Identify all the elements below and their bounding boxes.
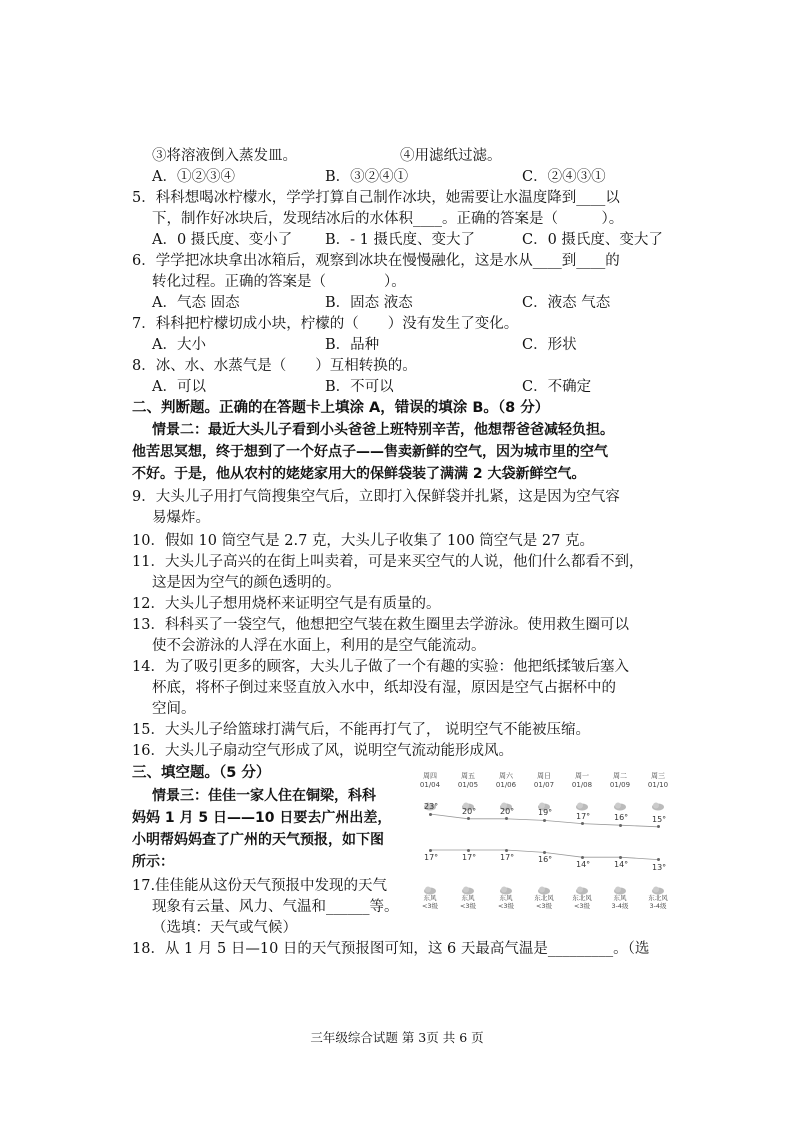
q8-option-a: A．可以 (152, 379, 206, 395)
cloud-icon (651, 796, 665, 806)
scenario-3-line3: 小明帮妈妈查了广州的天气预报，如下图 (132, 832, 384, 848)
scenario-2-line2: 他苦思冥想，终于想到了一个好点子——售卖新鲜的空气，因为城市里的空气 (132, 444, 608, 460)
q7-option-b: B．品种 (325, 337, 380, 353)
q7-option-c: C．形状 (522, 337, 577, 353)
weather-wind-direction: 东北风 (572, 894, 592, 902)
q16-line: 16．大头儿子扇动空气形成了风，说明空气流动能形成风。 (132, 743, 513, 759)
weather-wind-level: <3级 (535, 902, 553, 910)
weather-high-temp: 23° (424, 802, 439, 811)
weather-high-temp: 17° (576, 811, 591, 821)
low-temp-point (657, 858, 660, 861)
weather-wind-level: 3-4级 (649, 902, 667, 910)
q17-line1: 17.佳佳能从这份天气预报中发现的天气 (132, 878, 388, 894)
high-temp-point (657, 825, 660, 828)
q4-step3: ③将溶液倒入蒸发皿。 (152, 148, 297, 164)
weather-wind-direction: 东风 (499, 894, 513, 902)
weather-high-temp: 15° (652, 814, 667, 824)
weather-day-date: 01/06 (495, 781, 517, 789)
weather-day-date: 01/07 (533, 781, 555, 789)
low-temp-point (543, 851, 546, 854)
weather-day-name: 周日 (537, 772, 551, 780)
weather-high-temp: 19° (538, 808, 553, 818)
weather-wind-level: <3级 (459, 902, 477, 910)
scenario-2-line3: 不好。于是，他从农村的姥姥家用大的保鲜袋装了满满 2 大袋新鲜空气。 (132, 466, 586, 482)
weather-low-temp: 16° (538, 855, 553, 865)
weather-wind-level: 3-4级 (611, 902, 629, 910)
q6-option-a: A．气态 固态 (152, 295, 240, 311)
q14-line3: 空间。 (152, 701, 196, 717)
weather-wind-level: <3级 (497, 902, 515, 910)
q5-option-b: B．- 1 摄氏度、变大了 (325, 232, 475, 248)
q13-line2: 使不会游泳的人浮在水面上，利用的是空气能流动。 (152, 638, 486, 654)
weather-day-date: 01/04 (419, 781, 441, 789)
q6-option-c: C．液态 气态 (522, 295, 611, 311)
weather-forecast-panel (412, 768, 678, 920)
cloud-icon (499, 796, 513, 806)
q7-line: 7．科科把柠檬切成小块，柠檬的（ ）没有发生了变化。 (132, 316, 519, 332)
page-footer: 三年级综合试题 第 3页 共 6 页 (310, 1030, 484, 1045)
scenario-3-line4: 所示： (132, 854, 174, 870)
weather-wind-level: <3级 (421, 902, 439, 910)
weather-low-temp: 17° (424, 853, 439, 862)
high-temp-point (581, 822, 584, 825)
weather-day-date: 01/05 (457, 781, 479, 789)
weather-low-temp: 13° (652, 862, 667, 872)
cloud-icon (575, 880, 589, 890)
q4-option-a: A．①②③④ (152, 169, 235, 185)
section-2-heading: 二、判断题。正确的在答题卡上填涂 A，错误的填涂 B。（8 分） (132, 400, 550, 416)
scenario-2-line1: 情景二：最近大头儿子看到小头爸爸上班特别辛苦，他想帮爸爸减轻负担。 (152, 422, 614, 438)
cloud-icon (537, 796, 551, 806)
cloud-icon (575, 796, 589, 806)
q15-line: 15．大头儿子给篮球打满气后，不能再打气了， 说明空气不能被压缩。 (132, 722, 591, 738)
q11-line1: 11．大头儿子高兴的在街上叫卖着，可是来买空气的人说，他们什么都看不到， (132, 554, 644, 570)
weather-day-date: 01/10 (647, 781, 669, 789)
cloud-icon (537, 880, 551, 890)
low-temp-point (467, 849, 470, 852)
section-3-heading: 三、填空题。（5 分） (132, 765, 271, 781)
q10-line: 10．假如 10 筒空气是 2.7 克，大头儿子收集了 100 筒空气是 27 克。 (132, 533, 594, 549)
q6-line1: 6．学学把冰块拿出冰箱后，观察到冰块在慢慢融化，这是水从____到____的 (132, 253, 620, 269)
q11-line2: 这是因为空气的颜色透明的。 (152, 575, 341, 591)
scenario-3-line2: 妈妈 1 月 5 日——10 日要去广州出差， (132, 810, 392, 826)
q14-line2: 杯底，将杯子倒过来竖直放入水中，纸却没有湿，原因是空气占据杯中的 (152, 680, 616, 696)
low-temp-point (619, 856, 622, 859)
weather-low-temp: 17° (462, 853, 477, 862)
weather-wind-direction: 东风 (613, 894, 627, 902)
weather-day-name: 周二 (613, 772, 627, 780)
q14-line1: 14．为了吸引更多的顾客，大头儿子做了一个有趣的实验：他把纸揉皱后塞入 (132, 659, 629, 675)
low-temp-point (581, 856, 584, 859)
q17-line3: （选填：天气或气候） (152, 920, 297, 936)
q12-line: 12．大头儿子想用烧杯来证明空气是有质量的。 (132, 596, 441, 612)
q4-option-b: B．③②④① (325, 169, 409, 185)
weather-wind-direction: 东风 (423, 894, 437, 902)
cloud-icon (461, 796, 475, 806)
q6-option-b: B．固态 液态 (325, 295, 413, 311)
high-temp-point (429, 813, 432, 816)
weather-high-temp: 20° (462, 806, 477, 816)
weather-wind-level: <3级 (573, 902, 591, 910)
q8-line: 8．冰、水、水蒸气是（ ）互相转换的。 (132, 358, 417, 374)
high-temp-point (543, 819, 546, 822)
q4-option-c: C．②④③① (522, 169, 606, 185)
q5-line1: 5．科科想喝冰柠檬水，学学打算自己制作冰块，她需要让水温度降到____以 (132, 190, 620, 206)
q9-line2: 易爆炸。 (152, 510, 210, 526)
weather-wind-direction: 东风 (461, 894, 475, 902)
low-temp-point (429, 849, 432, 852)
weather-wind-direction: 东北风 (534, 894, 554, 902)
weather-wind-direction: 东北风 (648, 894, 668, 902)
q8-option-c: C．不确定 (522, 379, 592, 395)
q18-line: 18．从 1 月 5 日—10 日的天气预报图可知，这 6 天最高气温是_________。（选 (132, 941, 650, 957)
weather-low-temp: 17° (500, 853, 515, 862)
weather-low-temp: 14° (614, 860, 629, 870)
weather-high-temp: 20° (500, 806, 515, 816)
cloud-icon (461, 880, 475, 890)
cloud-icon (613, 796, 627, 806)
cloud-icon (613, 880, 627, 890)
q5-option-a: A．0 摄氏度、变小了 (152, 232, 293, 248)
q5-line2: 下，制作好冰块后，发现结冰后的水体积____。正确的答案是（ ）。 (152, 211, 624, 227)
q8-option-b: B．不可以 (325, 379, 394, 395)
q4-step4: ④用滤纸过滤。 (400, 148, 502, 164)
q17-line2: 现象有云量、风力、气温和______等。 (152, 899, 399, 915)
scenario-3-line1: 情景三：佳佳一家人住在铜梁，科科 (152, 788, 376, 804)
cloud-icon (499, 880, 513, 890)
q9-line1: 9．大头儿子用打气筒搜集空气后，立即打入保鲜袋并扎紧，这是因为空气容 (132, 489, 620, 505)
q13-line1: 13．科科买了一袋空气，他想把空气装在救生圈里去学游泳。使用救生圈可以 (132, 617, 629, 633)
high-temp-point (505, 817, 508, 820)
weather-day-name: 周五 (461, 772, 475, 780)
q7-option-a: A．大小 (152, 337, 206, 353)
cloud-icon (423, 880, 437, 890)
q6-line2: 转化过程。正确的答案是（ ）。 (152, 274, 406, 290)
high-temp-point (467, 817, 470, 820)
weather-day-date: 01/08 (571, 781, 593, 789)
low-temp-point (505, 849, 508, 852)
weather-day-name: 周四 (423, 772, 437, 780)
weather-day-name: 周六 (499, 772, 513, 780)
weather-low-temp: 14° (576, 860, 591, 870)
weather-day-date: 01/09 (609, 781, 631, 789)
q5-option-c: C．0 摄氏度、变大了 (522, 232, 663, 248)
weather-high-temp: 16° (614, 813, 629, 823)
weather-day-name: 周一 (575, 772, 589, 780)
weather-day-name: 周三 (651, 772, 665, 780)
high-temp-point (619, 824, 622, 827)
cloud-icon (651, 880, 665, 890)
